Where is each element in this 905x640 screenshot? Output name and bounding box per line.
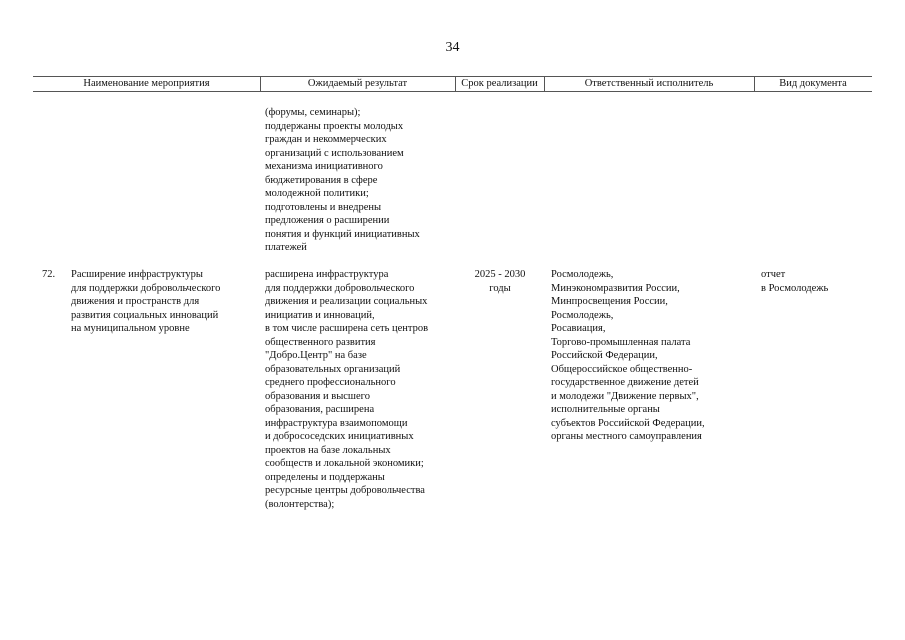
row-expected-result: расширена инфраструктура для поддержки добровольческого движения и реализации социальных инициатив и инноваций, в том числе расширена сеть центров общественного развития "Добро.Центр" на базе образовательных организаций среднего профессионального образования и высшего образования, расширена инфраструктура взаимопомощи и добрососедских инициативных проектов на базе локальных сообществ и локальной экономики; определены и поддержаны ресурсные центры добровольчества (волонтерства);	[265, 269, 429, 510]
header-executor: Ответственный исполнитель	[584, 78, 714, 89]
row-event-name: Расширение инфраструктуры для поддержки добровольческого движения и пространств для развития социальных инноваций на муниципальном уровне	[71, 269, 221, 334]
row-document-type: отчет в Росмолодежь	[761, 269, 829, 294]
row-term: 2025 - 2030 годы	[474, 269, 526, 294]
header-term: Срок реализации	[461, 78, 538, 89]
row-executor: Росмолодежь, Минэкономразвития России, Минпросвещения России, Росмолодежь, Росавиация, Торгово-промышленная палата Российской Федерации, Общероссийское общественно- государственное движение детей и молодежи "Движение первых", исполнительные органы субъектов Российской Федерации, органы местного самоуправления	[551, 269, 705, 442]
page-number: 34	[445, 40, 460, 55]
table-header	[33, 76, 872, 92]
header-doc: Вид документа	[779, 78, 847, 89]
header-name: Наименование мероприятия	[83, 78, 210, 89]
row-number: 72.	[42, 269, 56, 280]
header-result: Ожидаемый результат	[307, 78, 408, 89]
continued-result-text: (форумы, семинары); поддержаны проекты молодых граждан и некоммерческих организаций с использованием механизма инициативного бюджетирования в сфере молодежной политики; подготовлены и внедрены предложения о расширении понятия и функций инициативных платежей	[265, 107, 420, 253]
